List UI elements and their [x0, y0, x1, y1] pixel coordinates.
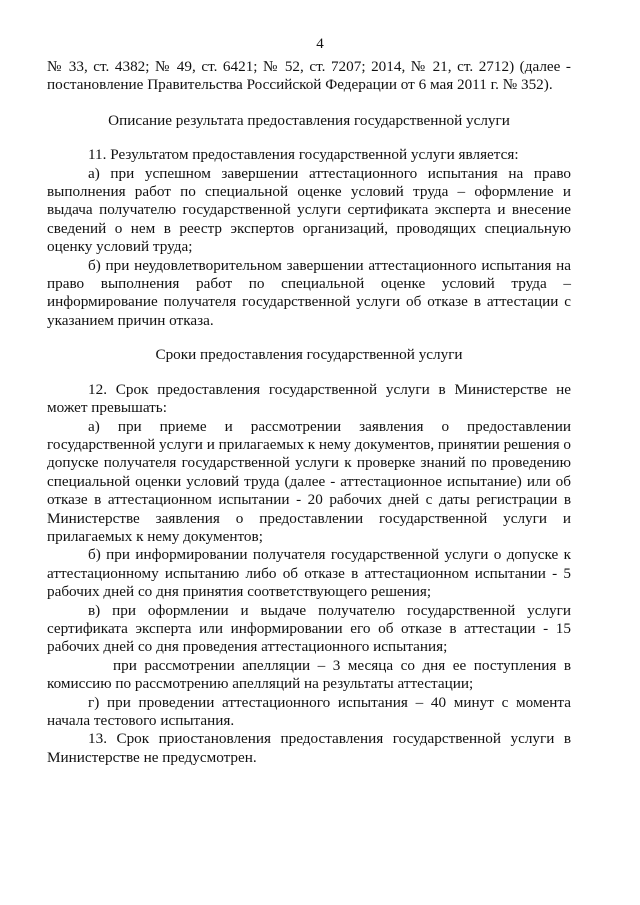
paragraph-12: 12. Срок предоставления государственной услуги в Министерстве не может превышать: — [47, 380, 571, 417]
paragraph-11: 11. Результатом предоставления государственной услуги является: — [88, 146, 519, 164]
paragraph-12-b: б) при информировании получателя государственной услуги о допуске к аттестационному испытанию либо об отказе в аттестационном испытании - 5 рабочих дней со дня принятия соответствующего решения; — [47, 546, 571, 601]
paragraph-12-appeal: при рассмотрении апелляции – 3 месяца со дня ее поступления в комиссию по рассмотрению апелляций на результаты аттестации; — [47, 656, 571, 693]
paragraph-12-v: в) при оформлении и выдаче получателю государственной услуги сертификата эксперта или информировании его об отказе в аттестации - 15 рабочих дней со дня проведения аттестационного испытания; — [47, 601, 571, 656]
document-body — [47, 58, 571, 767]
section-heading-terms: Сроки предоставления государственной услуги — [155, 346, 463, 364]
paragraph-13: 13. Срок приостановления предоставления государственной услуги в Министерстве не предусмотрен. — [47, 730, 571, 766]
paragraph-11-a: а) при успешном завершении аттестационного испытания на право выполнения работ по специальной оценке условий труда – оформление и выдача получателю государственной услуги сертификата эксперта и внесение сведений о нем в реестр экспертов организаций, проводящих специальную оценку условий труда; — [47, 164, 571, 256]
paragraph-12-g: г) при проведении аттестационного испытания – 40 минут с момента начала тестового испытания. — [47, 693, 571, 729]
section-heading-result: Описание результата предоставления государственной услуги — [108, 111, 510, 129]
paragraph-12-a: а) при приеме и рассмотрении заявления о предоставлении государственной услуги и прилагаемых к нему документов, принятии решения о допуске получателя государственной услуги к проверке знаний по проведению специальной оценки условий труда (далее - аттестационное испытание) или об отказе в аттестационном испытании - 20 рабочих дней с даты регистрации в Министерстве заявления о предоставлении государственной услуги и прилагаемых к нему документов; — [47, 417, 571, 545]
paragraph-11-b: б) при неудовлетворительном завершении аттестационного испытания на право выполнения работ по специальной оценке условий труда – информирование получателя государственной услуги об отказе в аттестации с указанием причин отказа. — [47, 256, 571, 329]
page-number: 4 — [316, 36, 324, 52]
intro-paragraph: № 33, ст. 4382; № 49, ст. 6421; № 52, ст. 7207; 2014, № 21, ст. 2712) (далее - постановление Правительства Российской Федерации от 6 мая 2011 г. № 352). — [47, 58, 571, 94]
